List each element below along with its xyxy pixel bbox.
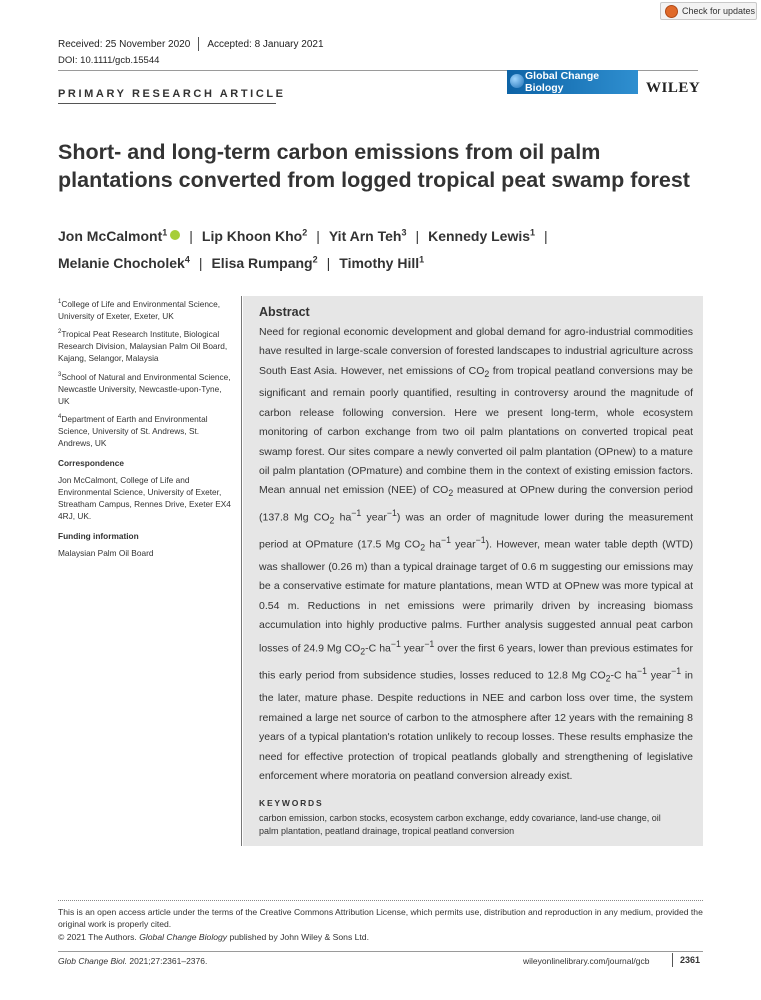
- journal-logo-text: Global Change Biology: [525, 70, 600, 94]
- article-dates: [58, 37, 324, 51]
- footer-separator: [672, 953, 673, 967]
- check-for-updates-label: Check for updates: [682, 6, 756, 16]
- affiliation: $^4$Department of Earth and Environmental Science, University of St. Andrews, St. Andrews, UK: [58, 413, 208, 449]
- license-text: This is an open access article under the terms of the Creative Commons Attribution License, which permits use, distribution and reproduction in any medium, provided the original work is properly cited.: [58, 907, 703, 930]
- page-number: 2361: [680, 955, 701, 965]
- author[interactable]: Kennedy Lewis$^1$: [428, 227, 536, 244]
- correspondence-heading: Correspondence: [58, 458, 124, 469]
- author[interactable]: Melanie Chocholek$^4$: [58, 254, 190, 272]
- journal-logo: [507, 70, 638, 94]
- article-type-underline: [58, 103, 276, 104]
- keywords-heading: KEYWORDS: [259, 798, 324, 808]
- correspondence-text: Jon McCalmont, College of Life and Environmental Science, University of Exeter, Streatham Campus, Rennes Drive, Exeter EX4 4RJ, UK.: [58, 474, 231, 522]
- globe-icon: [510, 74, 524, 88]
- author[interactable]: Elisa Rumpang$^2$: [211, 254, 318, 272]
- article-type: PRIMARY RESEARCH ARTICLE: [58, 88, 286, 100]
- funding-heading: Funding information: [58, 531, 139, 542]
- license-notice: [58, 906, 703, 943]
- funding-text: Malaysian Palm Oil Board: [58, 547, 154, 558]
- license-divider: [58, 900, 703, 901]
- author[interactable]: Timothy Hill$^1$: [339, 254, 425, 272]
- article-info-sidebar: [58, 296, 233, 563]
- article-title: Short- and long-term carbon emissions from oil palm plantations converted from logged tropical peat swamp forest: [58, 140, 690, 192]
- affiliation: $^2$Tropical Peat Research Institute, Biological Research Division, Malaysian Palm Oil Board, Kajang, Selangor, Malaysia: [58, 328, 228, 364]
- author[interactable]: Lip Khoon Kho$^2$: [201, 227, 308, 244]
- author[interactable]: Yit Arn Teh$^3$: [328, 227, 407, 244]
- citation: Glob Change Biol. 2021;27:2361–2376.: [58, 956, 208, 966]
- publisher-logo: WILEY: [646, 80, 701, 96]
- keywords-text: carbon emission, carbon stocks, ecosystem carbon exchange, eddy covariance, land-use change, oil palm plantation, peatland drainage, tropical peatland conversion: [259, 813, 661, 836]
- affiliation: $^3$School of Natural and Environmental Science, Newcastle University, Newcastle-upon-Tyne, UK: [58, 371, 231, 406]
- copyright-line: © 2021 The Authors. Global Change Biology published by John Wiley & Sons Ltd.: [58, 931, 369, 942]
- affiliation: $^1$College of Life and Environmental Science, University of Exeter, Exeter, UK: [58, 298, 221, 321]
- abstract-left-border: [241, 296, 242, 846]
- footer-divider: [58, 951, 703, 952]
- date-separator: [198, 37, 199, 51]
- crossmark-icon: [665, 5, 678, 18]
- accepted-date: Accepted: 8 January 2021: [207, 38, 324, 50]
- check-for-updates-button[interactable]: [660, 2, 757, 20]
- abstract-text: Need for regional economic development and global demand for agro-industrial commodities have resulted in large-scale conversion of forested landscapes to industrial agriculture across South East Asia. However, net emissions of $CO_2$ from tropical peatland conversions may be significant and remain poorly quantified, resulting in controversy around the magnitude of carbon release following conversion. Here we present long-term, whole ecosystem monitoring of carbon exchange from two oil palm plantations on converted tropical peat swamp forest. Our sites compare a newly converted oil palm plantation (OPnew) to a mature oil palm plantation (OPmature) and combine them in the context of existing emission factors. Mean annual net emission (NEE) of $CO_2$ measured at OPnew during the conversion period (137.8 Mg $CO_2$ $ha^{-1}$ year$^{-1}$) was an order of magnitude lower during the measurement period at OPmature (17.5 Mg $CO_2$ $ha^{-1}$ year$^{-1}$). However, mean water table depth (WTD) was shallower (0.26 m) than a typical drainage target of 0.6 m suggesting our emissions may be a conservative estimate for mature plantations, mean WTD at OPnew was more typical at 0.54 m. Reductions in net emissions were primarily driven by increasing biomass accumulation into highly productive palms. Further analysis suggested annual peat carbon losses of 24.9 Mg $CO_2-C$ $ha^{-1}$ year$^{-1}$ over the first 6 years, lower than previous estimates for this early period from subsidence studies, losses reduced to 12.8 Mg $CO_2-C$ $ha^{-1}$ year$^{-1}$ in the later, mature phase. Despite reductions in NEE and carbon loss over time, the system remained a large net source of carbon to the atmosphere after 12 years with the remaining 8 years of a typical plantation's rotation unlikely to recoup losses. These results emphasize the need for effective protection of tropical peatlands globally and strengthening of legislative enforcement where moratoria on peatland conversion already exist.: [259, 326, 694, 783]
- orcid-icon[interactable]: [170, 230, 180, 240]
- journal-url[interactable]: wileyonlinelibrary.com/journal/gcb: [523, 956, 650, 966]
- author[interactable]: Jon McCalmont$^1$: [58, 227, 168, 244]
- received-date: Received: 25 November 2020: [58, 38, 191, 50]
- author-list: Jon McCalmont$^1$ | Lip Khoon Kho$^2$ | Yit Arn Teh$^3$ | Kennedy Lewis$^1$ | Melanie Chocholek$^4$ | Elisa Rumpang$^2$ | Timothy Hill$^1$: [58, 227, 548, 272]
- doi[interactable]: DOI: 10.1111/gcb.15544: [58, 55, 160, 66]
- abstract-heading: Abstract: [259, 305, 310, 319]
